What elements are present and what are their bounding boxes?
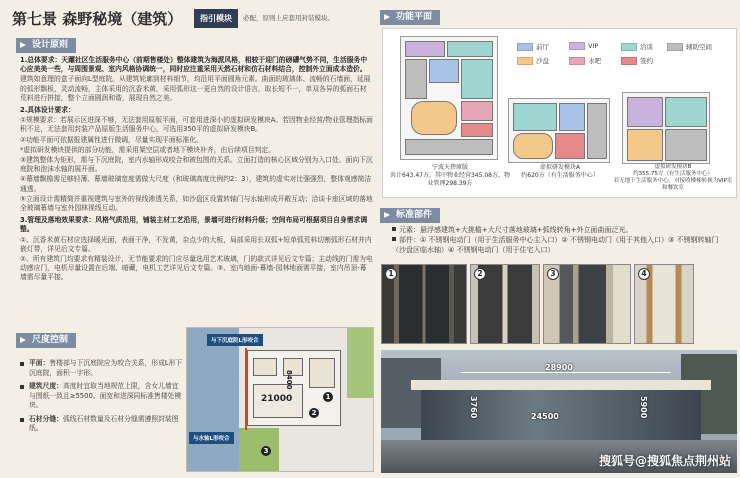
dimension-left: 3760 — [469, 396, 478, 419]
legend-label: 辅助空间 — [686, 43, 712, 51]
guide-module-badge: 指引模块 — [194, 9, 238, 28]
components-description — [392, 225, 732, 255]
legend-label: 沙盘 — [536, 57, 549, 65]
legend-item-sand-table — [517, 56, 549, 65]
zone-negotiation — [447, 41, 493, 57]
principle-2-item: ①规模要求：若展示区进深不够，无法套用原版平面，可套用进深小的虚拟研发模块A。若因物业经营/物业管理指标面积不足，无法套用封装产品原版生活服务中心，可选用350平的虚拟研发模块B。 — [20, 116, 373, 134]
legend-label: 前厅 — [536, 43, 549, 51]
door-photo-2 — [470, 264, 540, 344]
zone-signing — [555, 133, 585, 159]
water-axis-area — [187, 328, 239, 472]
principle-2-item: ②功能平面可依据报建属性进行微调，尽量实现平面标准化。 — [20, 135, 203, 144]
size-item-label: 建筑尺度： — [29, 382, 63, 390]
legend-label: 水吧 — [588, 57, 601, 65]
page-title: 第七景 森野秘境（建筑） — [12, 10, 183, 28]
principle-1-lead: 1.总体要求：天躍社区生活服务中心（前期售楼处）整体建筑为海派风格，相较于迎门的磅礴气势不同，生活服务中心应美美一些，与周围景观、室内风格协调统一，同时应注重采用天然石材和仿石材料结合，控制外立面成本造价。 — [20, 56, 368, 74]
garden-area — [347, 328, 374, 398]
module-a-floor-plan — [508, 98, 610, 163]
dimension-right: 5900 — [639, 396, 648, 419]
legend-swatch — [621, 57, 637, 65]
dimension-top: 28900 — [545, 363, 573, 372]
legend-swatch — [569, 42, 585, 50]
zone-lobby — [429, 59, 459, 83]
zone-auxiliary — [405, 139, 493, 155]
section-standard-components — [380, 208, 440, 223]
door-photo-4 — [634, 264, 694, 344]
principle-3-item: ②、所有建筑门均要求有精装设计，无节能要求的门应尽量选用艺术玻璃，门的款式详见后文专篇；主动线的门需为电动感应门，电机尽量设置在后端、暗藏，电机工艺详见后文专篇。③、室内地面-幕墙-园林地面需平接，室内吊顶-幕墙需尽量平接。 — [20, 255, 373, 282]
legend-label: 签约 — [640, 57, 653, 65]
legend-item-negotiation — [621, 42, 653, 51]
legend-swatch — [621, 43, 637, 51]
legend-item-lobby — [517, 42, 549, 51]
legend-swatch — [517, 43, 533, 51]
door-photo-1 — [381, 264, 467, 344]
zone-water-bar — [461, 101, 493, 121]
zone-sand-table — [513, 133, 553, 159]
principle-3-item: ①、沉香米黄石材应选择暖光面，表面干净，不发黄，杂点少的大板，局部采用长双弧+短单弧荒料切割弧形石材并内嵌灯带，详见后文专篇。 — [20, 235, 372, 253]
size-item-stone-joint — [20, 415, 185, 434]
zone-sand-table — [411, 101, 457, 135]
section-arrow-icon — [384, 212, 390, 218]
legend-label: VIP — [588, 42, 599, 50]
size-item-text: 弧线石材数量及石材分缝需遵照封装图纸。 — [29, 414, 179, 432]
principle-2-item: ③建筑整体为矩形，需与下沉庭院，室内水轴形成咬合和被包围的关系。立面打造的核心区域分别为入口处、面向下沉庭院和泡沫水轴的展开面。 — [20, 156, 373, 174]
zone-auxiliary — [587, 103, 607, 159]
section-title: 设计原则 — [32, 40, 69, 50]
dimension-depth: 8400 — [285, 370, 293, 390]
principles-text — [20, 56, 373, 284]
watermark: 搜狐号@搜狐焦点荆州站 — [598, 454, 731, 468]
size-item-plan — [20, 359, 185, 378]
size-control-list — [20, 359, 185, 438]
size-item-text: 售楼部与下沉庭院应为咬合关系，形成L形下沉庭院，面积一字形。 — [29, 359, 183, 377]
zone-vip — [405, 41, 445, 57]
size-item-label: 平面： — [29, 359, 50, 367]
legend-item-vip — [569, 42, 598, 50]
caption-module-a: 虚拟研发模块A 约620方（有生活服务中心） — [521, 164, 599, 179]
section-design-principles — [16, 38, 76, 53]
dimension-line — [461, 372, 671, 373]
room — [309, 358, 335, 388]
door-number-badge: 1 — [385, 268, 397, 280]
boundary-line — [245, 348, 247, 430]
elements-text: 元素：悬浮感建筑+大挑檐+大尺寸落地玻璃+弧线转角+外立面曲面泛光。 — [399, 226, 633, 234]
section-size-control — [16, 333, 76, 348]
canopy — [411, 380, 711, 390]
glass-facade — [421, 390, 701, 440]
principle-2-lead: 2.具体设计要求： — [20, 106, 75, 115]
legend-item-water-bar — [569, 56, 601, 65]
section-title: 标准部件 — [396, 210, 433, 220]
section-arrow-icon — [20, 42, 26, 48]
zone-lobby — [559, 103, 585, 131]
legend-swatch — [569, 57, 585, 65]
zone-auxiliary — [665, 129, 707, 161]
elements-line — [392, 225, 732, 235]
marker-3: 3 — [261, 446, 271, 456]
principle-2-item: *虚拟研发模块提供的部分功能，需采用架空层或者地下模块补齐，由后续项目判定。 — [20, 145, 275, 154]
zone-auxiliary — [405, 59, 427, 99]
zone-vip — [627, 97, 663, 127]
building-rendering — [381, 350, 737, 473]
zone-negotiation — [665, 97, 707, 127]
caption-module-b: 虚拟研发模块B 约355.75方（有生活服务中心） 若无地下生活服务中心，对接收楼梯转换为VIP室和餐饮室 — [613, 164, 733, 191]
original-floor-plan — [400, 36, 498, 160]
marker-2: 2 — [309, 408, 319, 418]
principle-3-lead: 3.管理及落地效果要求：风格气质沿用，铺装主材工艺沿用，景墙可进行材料升级；空间布局可根据项目自身需求调整。 — [20, 216, 368, 234]
zone-signing — [461, 123, 493, 137]
size-item-building-scale — [20, 382, 185, 411]
dimension-width: 21000 — [261, 394, 293, 404]
bullet-icon — [392, 237, 396, 241]
module-b-floor-plan — [622, 92, 710, 164]
legend-item-signing — [621, 56, 653, 65]
guide-note: 必配，原则上应套用封装模块。 — [243, 14, 334, 22]
dimension-bottom: 24500 — [531, 412, 559, 421]
principle-2-item: ④幕墙飘檐需足够轻薄、幕墙玻璃宽度需做大尺度（和玻璃高度比例约2：3），建筑的虚实对比强强烈，整体观感简洁通透。 — [20, 175, 372, 193]
l-shape-water-label: 与水轴L形咬合 — [189, 432, 234, 444]
principle-1-body: 建筑如意理的盒子面向L型庭院。从建筑轮廓到材料细节，均沿用平面圆角元素。曲面的玻璃体、流畅的石墙面，延展的弧形飘板，灵动流畅，主体采用的沉香米黄，采用弧形这一更自然的设计语言，取长短不一，单双各异的弧面石材荒料进行拼接，整个立面圆润和谐，展现自然之美。 — [20, 75, 371, 102]
room — [253, 358, 277, 376]
section-title: 尺度控制 — [32, 335, 69, 345]
section-arrow-icon — [384, 14, 390, 20]
legend-swatch — [667, 43, 683, 51]
parts-text: 部件：① 不锈钢电动门（用于生活服务中心主入口）② 不锈钢电动门（用于其他入口）③ 不锈钢转轴门（沙盘区临水轴）④ 不锈钢电动门（用于住宅入口） — [392, 236, 719, 254]
garden-area — [239, 428, 279, 472]
zone-negotiation — [461, 59, 493, 99]
caption-original: 宁波天碧原版 共计643.47方，其中物业经营345.08方，物业管理298.39方 — [390, 164, 510, 187]
section-function-plan — [380, 10, 440, 25]
l-shape-garden-label: 与下沉庭院L形咬合 — [207, 334, 263, 346]
section-arrow-icon — [20, 337, 26, 343]
zone-negotiation — [513, 103, 557, 131]
size-item-text: 高度时宜取当地规范上限，含女儿墙宜与围纸一致且≥5500。面宽和进深同标准售楼处模块。 — [29, 382, 182, 409]
door-number-badge: 3 — [547, 268, 559, 280]
zone-sand-table — [627, 129, 663, 161]
principle-2-item: ⑤立面设计需精简并重视建筑与室外的视线渗透关系，如沙盘区设置转轴门与水轴形成开敞互动；洽谈卡座区域的落地全玻璃幕墙与室外园林视线互动。 — [20, 194, 373, 213]
door-number-badge: 4 — [638, 268, 650, 280]
legend-item-auxiliary — [667, 42, 712, 51]
size-item-label: 石材分缝： — [29, 414, 63, 423]
section-title: 功能平面 — [396, 12, 433, 22]
site-plan-drawing — [186, 327, 374, 472]
legend-swatch — [517, 57, 533, 65]
door-number-badge: 2 — [474, 268, 486, 280]
door-photo-3 — [543, 264, 631, 344]
marker-1: 1 — [323, 392, 333, 402]
legend-label: 洽谈 — [640, 43, 653, 51]
bullet-icon — [392, 227, 396, 231]
parts-line — [392, 235, 732, 255]
